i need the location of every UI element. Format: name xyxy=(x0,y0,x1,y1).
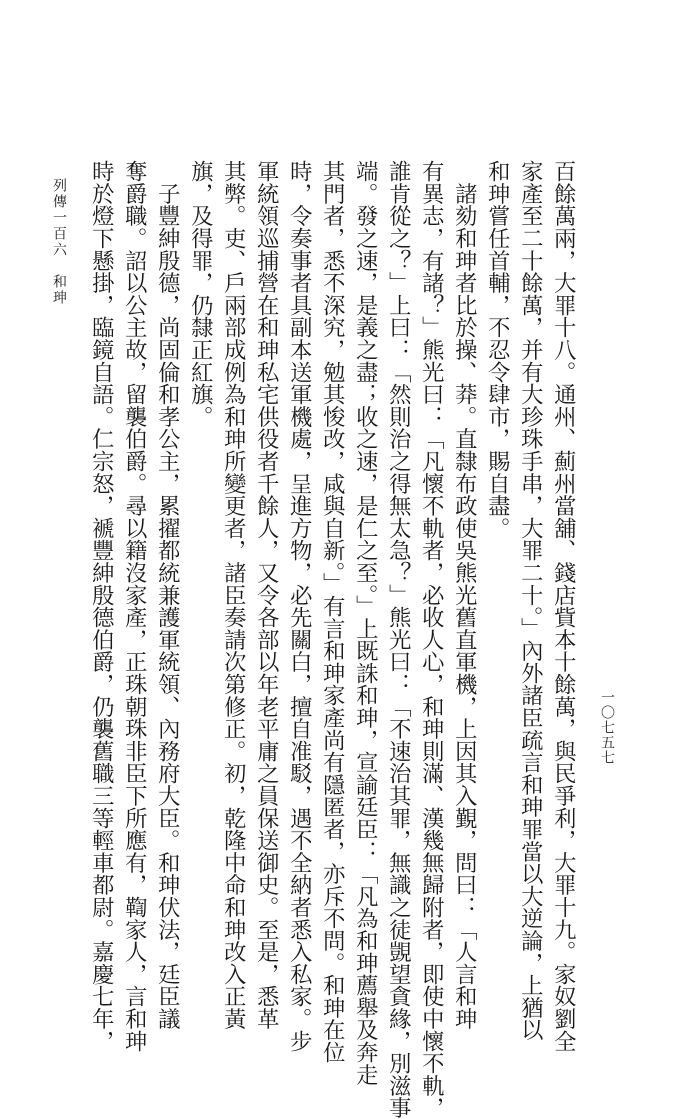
text-column-1: 百餘萬兩，大罪十八。通州、薊州當舖、錢店貲本十餘萬，與民爭利，大罪十九。家奴劉全 xyxy=(550,160,577,1052)
text-column-9: 時，令奏事者具副本送軍機處，呈進方物，必先關白，擅自准駁，遇不全納者悉入私家。步 xyxy=(286,160,313,1052)
text-column-10: 軍統領巡捕營在和珅私宅供役者千餘人，又令各部以年老平庸之員保送御史。至是，悉革 xyxy=(253,160,280,1030)
text-column-15: 時於燈下懸掛，臨鏡自語。仁宗怒，褫豐紳殷德伯爵，仍襲舊職三等輕車都尉。嘉慶七年， xyxy=(88,160,115,1052)
text-column-4: 諸劾和珅者比於操、莽。直隸布政使吳熊光舊直軍機，上因其入覲，問曰：「人言和珅 xyxy=(451,160,478,1030)
text-column-14: 奪爵職。詔以公主故，留襲伯爵。尋以籍沒家產，正珠朝珠非臣下所應有，鞫家人，言和珅 xyxy=(121,160,148,1052)
text-column-5: 有異志，有諸？」熊光曰：「凡懷不軌者，必收人心，和珅則滿、漢幾無歸附者，即使中懷不軌， xyxy=(418,160,445,1119)
text-column-13: 子豐紳殷德，尚固倫和孝公主，累擢都統兼護軍統領、內務府大臣。和珅伏法，廷臣議 xyxy=(154,160,181,1030)
text-column-11: 其弊。吏、戶兩部成例為和珅所變更者，諸臣奏請次第修正。初，乾隆中命和珅改入正黃 xyxy=(220,160,247,1030)
text-column-3: 和珅嘗任首輔，不忍令肆市，賜自盡。 xyxy=(484,160,511,540)
text-column-12: 旗，及得罪，仍隸正紅旗。 xyxy=(187,160,214,428)
running-head: 列傳一百六 和珅 xyxy=(51,178,67,306)
text-column-7: 端。發之速，是義之盡；收之速，是仁之至。」上既誅和珅，宣諭廷臣：「凡為和珅薦舉及奔走 xyxy=(352,160,379,1086)
text-column-6: 誰肯從之？」上曰：「然則治之得無太急？」熊光曰：「不速治其罪，無識之徒覬望貪緣，別滋事 xyxy=(385,160,412,1119)
text-column-8: 其門者，悉不深究，勉其悛改，咸與自新。」有言和珅家產尚有隱匿者，亦斥不問。和珅在位 xyxy=(319,160,346,1064)
text-column-2: 家產至二十餘萬，并有大珍珠手串，大罪二十。」內外諸臣疏言和珅罪當以大逆論，上猶以 xyxy=(517,160,544,1041)
page-number: 一〇七五七 xyxy=(599,690,615,765)
